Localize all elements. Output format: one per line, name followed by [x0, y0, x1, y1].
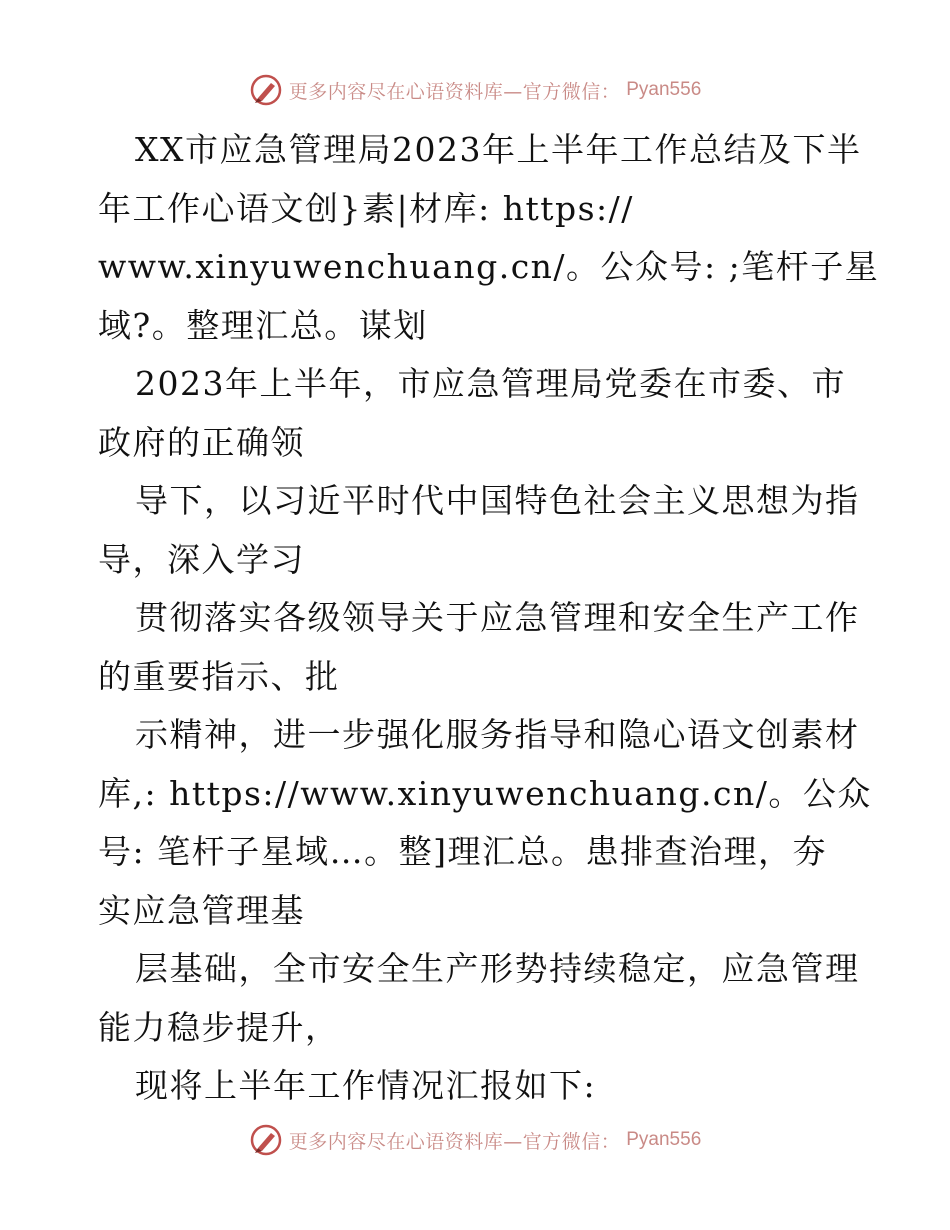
text-line: 号: 笔杆子星域…。整]理汇总。患排查治理，夯 — [98, 832, 827, 871]
text-line: XX市应急管理局2023年上半年工作总结及下半 — [135, 130, 862, 169]
text-line: 层基础，全市安全生产形势持续稳定，应急管理 — [135, 949, 860, 988]
header-watermark — [0, 70, 950, 110]
text-line: 导下，以习近平时代中国特色社会主义思想为指 — [135, 481, 860, 520]
watermark-text: 更多内容尽在心语资料库—官方微信： — [288, 1130, 621, 1153]
watermark-text: 更多内容尽在心语资料库—官方微信： — [288, 80, 621, 103]
text-line: 能力稳步提升， — [98, 1007, 340, 1047]
text-line: 现将上半年工作情况汇报如下: — [135, 1066, 597, 1105]
text-line: 2023年上半年，市应急管理局党委在市委、市 — [135, 364, 846, 403]
text-line: 导，深入学习 — [98, 539, 305, 579]
footer-watermark — [0, 1120, 950, 1160]
watermark-wechat-id: Pyan556 — [626, 79, 702, 100]
text-line: www.xinyuwenchuang.cn/。公众号: ;笔杆子星 — [98, 247, 880, 286]
watermark-wechat-id: Pyan556 — [626, 1129, 702, 1150]
document-body — [98, 121, 880, 1116]
text-line: 年工作心语文创}素|材库: https:// — [98, 188, 634, 228]
pen-logo-icon — [249, 73, 283, 107]
text-line: 示精神，进一步强化服务指导和隐心语文创素材 — [135, 715, 860, 754]
pen-logo-icon — [249, 1123, 283, 1157]
text-line: 域?。整理汇总。谋划 — [98, 305, 428, 345]
text-line: 贯彻落实各级领导关于应急管理和安全生产工作 — [135, 598, 860, 637]
text-line: 政府的正确领 — [98, 422, 305, 462]
text-line: 实应急管理基 — [98, 890, 305, 930]
text-line: 的重要指示、批 — [98, 656, 340, 696]
text-line: 库,: https://www.xinyuwenchuang.cn/。公众 — [98, 773, 872, 813]
